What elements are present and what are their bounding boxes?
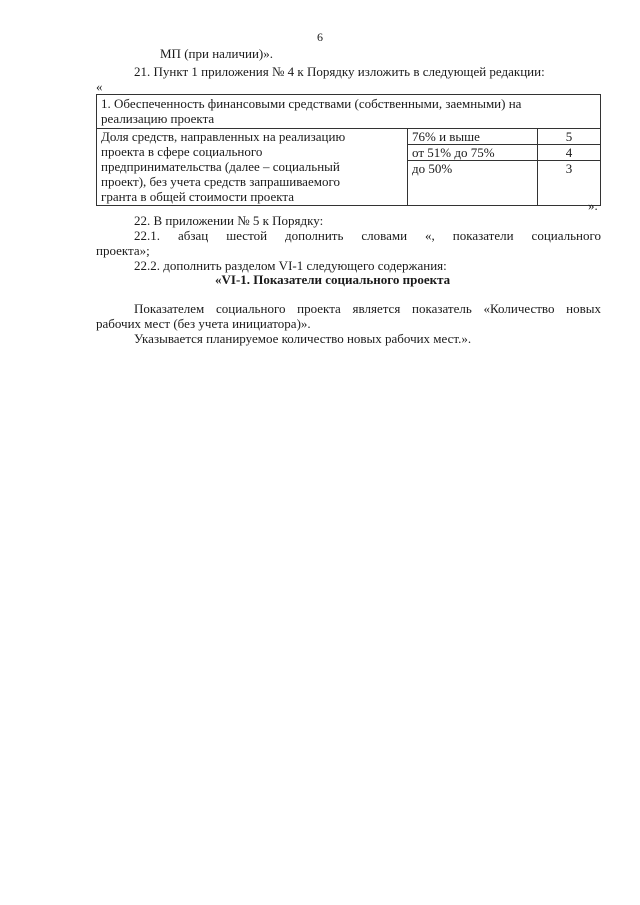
description-line: предпринимательства (далее – социальный bbox=[101, 159, 340, 174]
table-header-cell bbox=[97, 95, 601, 129]
description-line: проект), без учета средств запрашиваемого bbox=[101, 174, 340, 189]
text-line: 21. Пункт 1 приложения № 4 к Порядку изложить в следующей редакции: bbox=[134, 64, 545, 79]
body-paragraph-line: Показателем социального проекта является показатель «Количество новых bbox=[134, 301, 601, 316]
description-line: Доля средств, направленных на реализацию bbox=[101, 129, 346, 144]
criteria-table bbox=[96, 94, 601, 206]
paragraph-22-1: 22.1. абзац шестой дополнить словами «, показатели социального bbox=[134, 228, 601, 243]
criterion-description bbox=[97, 129, 408, 206]
paragraph-22-1-cont: проекта»; bbox=[96, 243, 150, 258]
table-header-line: реализацию проекта bbox=[101, 111, 215, 126]
close-quote: ». bbox=[588, 198, 598, 213]
body-paragraph-line: рабочих мест (без учета инициатора)». bbox=[96, 316, 311, 331]
body-paragraph: Указывается планируемое количество новых рабочих мест.». bbox=[134, 331, 472, 346]
range-cell: 76% и выше bbox=[408, 129, 538, 145]
open-quote: « bbox=[96, 79, 103, 94]
table-row bbox=[97, 129, 601, 145]
score-cell: 3 bbox=[538, 161, 601, 206]
description-line: гранта в общей стоимости проекта bbox=[101, 189, 294, 204]
description-line: проекта в сфере социального bbox=[101, 144, 263, 159]
table-header-line: 1. Обеспеченность финансовыми средствами (собственными, заемными) на bbox=[101, 96, 522, 111]
section-title: «VI-1. Показатели социального проекта bbox=[215, 272, 451, 287]
page-number: 6 bbox=[317, 30, 323, 44]
range-cell: от 51% до 75% bbox=[408, 145, 538, 161]
score-cell: 4 bbox=[538, 145, 601, 161]
score-cell: 5 bbox=[538, 129, 601, 145]
paragraph-22-2: 22.2. дополнить разделом VI-1 следующего содержания: bbox=[134, 258, 447, 273]
range-cell: до 50% bbox=[408, 161, 538, 206]
text-line: МП (при наличии)». bbox=[160, 46, 274, 61]
paragraph-22: 22. В приложении № 5 к Порядку: bbox=[134, 213, 324, 228]
